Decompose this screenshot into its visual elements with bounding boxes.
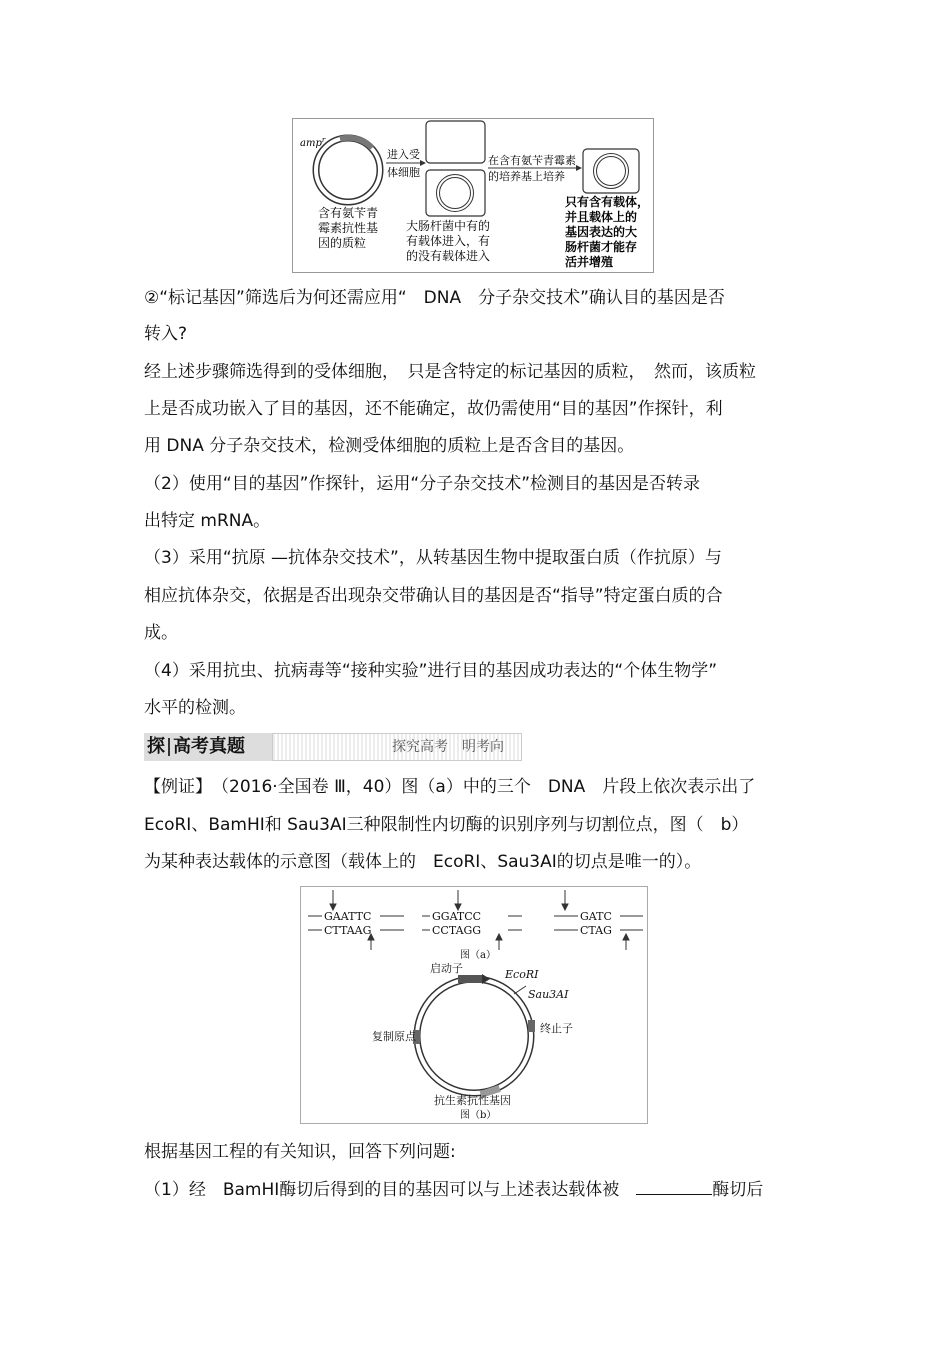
caption-a: 图（a）: [460, 950, 496, 961]
question-tail: 酶切后: [712, 1180, 764, 1200]
banner-char: 题: [227, 736, 245, 757]
section-banner: [144, 733, 522, 761]
terminator-block: [528, 1020, 535, 1032]
paragraph-line: 出特定 mRNA。: [144, 511, 271, 531]
ecoli-caption: 大肠杆菌中有的 有载体进入，有 的没有载体进入: [406, 219, 491, 263]
arrow1-text: 进入受 体细胞: [387, 148, 420, 179]
paragraph-line: ②“标记基因”筛选后为何还需应用“ DNA 分子杂交技术”确认目的基因是否: [144, 288, 725, 308]
answer-blank[interactable]: [636, 1178, 712, 1195]
arrow2-text: 在含有氨苄青霉素 的培养基上培养: [488, 154, 576, 183]
result-caption: 只有含有载体， 并且载体上的 基因表达的大 肠杆菌才能存 活并增殖: [565, 195, 650, 269]
banner-char: 探: [147, 736, 165, 757]
seq3-top: GATC: [580, 910, 612, 923]
plasmid-caption: 含有氨苄青 霉素抗性基 因的质粒: [318, 206, 379, 250]
paragraph-line: 【例证】 （2016·全国卷 Ⅲ，40）图（a）中的三个 DNA 片段上依次表示出了: [144, 777, 756, 797]
ecori-label: EcoRⅠ: [505, 968, 539, 981]
paragraph-line: （2）使用“目的基因”作探针，运用“分子杂交技术”检测目的基因是否转录: [144, 474, 701, 494]
paragraph-line: 上是否成功嵌入了目的基因，还不能确定，故仍需使用“目的基因”作探针，利: [144, 399, 723, 419]
seq3-bottom: CTAG: [580, 924, 612, 937]
banner-char: 考: [191, 736, 209, 757]
caption-b: 图（b）: [460, 1110, 497, 1121]
amp-label: amp$^r$: [300, 136, 326, 149]
restriction-figure: [300, 886, 648, 1124]
seq1-bottom: CTTAAG: [324, 924, 372, 937]
paragraph-line: 成。: [144, 623, 178, 643]
seq2-bottom: CCTAGG: [432, 924, 482, 937]
banner-char: 高: [173, 736, 191, 757]
banner-right: 探究高考 明考向: [392, 739, 504, 755]
banner-char: 真: [209, 736, 227, 757]
antibiotic-label: 抗生素抗性基因: [434, 1094, 511, 1107]
terminator-label: 终止子: [540, 1022, 573, 1035]
seq2-top: GGATCC: [432, 910, 482, 923]
paragraph-line: 根据基因工程的有关知识，回答下列问题:: [144, 1142, 456, 1162]
selection-diagram: [292, 118, 654, 273]
paragraph-line: 水平的检测。: [144, 698, 246, 718]
sau3a-label: Sau3AⅠ: [528, 988, 569, 1001]
promoter-label: 启动子: [430, 962, 463, 975]
promoter-block: [458, 975, 482, 983]
paragraph-line: EcoRⅠ、BamHⅠ和 Sau3AⅠ三种限制性内切酶的识别序列与切割位点，图（ b）: [144, 815, 749, 835]
paragraph-line: 为某种表达载体的示意图（载体上的 EcoRⅠ、Sau3AⅠ的切点是唯一的）。: [144, 852, 702, 872]
question-line: [144, 1178, 763, 1201]
seq1-top: GAATTC: [324, 910, 372, 923]
paragraph-line: 经上述步骤筛选得到的受体细胞， 只是含特定的标记基因的质粒， 然而，该质粒: [144, 362, 756, 382]
paragraph-line: 相应抗体杂交，依据是否出现杂交带确认目的基因是否“指导”特定蛋白质的合: [144, 586, 723, 606]
origin-label: 复制原点: [372, 1030, 416, 1043]
paragraph-line: 转入?: [144, 324, 188, 344]
paragraph-line: （3）采用“抗原 —抗体杂交技术”，从转基因生物中提取蛋白质（作抗原）与: [144, 548, 722, 568]
paragraph-line: 用 DNA 分子杂交技术，检测受体细胞的质粒上是否含目的基因。: [144, 436, 635, 456]
question-text: （1）经 BamHⅠ酶切后得到的目的基因可以与上述表达载体被: [144, 1180, 637, 1200]
paragraph-line: （4）采用抗虫、抗病毒等“接种实验”进行目的基因成功表达的“个体生物学”: [144, 661, 718, 681]
